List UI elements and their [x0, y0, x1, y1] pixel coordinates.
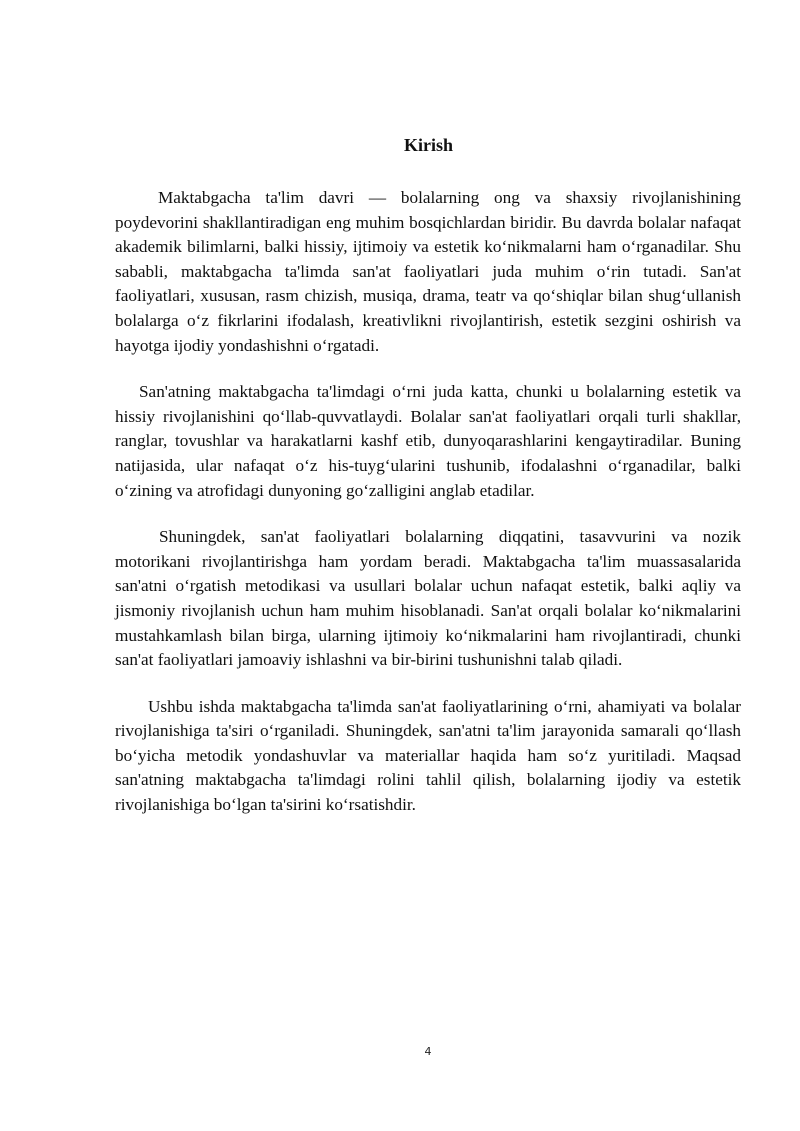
paragraph-1: Maktabgacha ta'lim davri — bolalarning ong va shaxsiy rivojlanishining poydevorini shakllantiradigan eng muhim bosqichlardan biridir. Bu davrda bolalar nafaqat akademik bilimlarni, balki hissiy, ijtimoiy va estetik ko‘nikmalarni ham o‘rganadilar. Shu sababli, maktabgacha ta'limda san'at faoliyatlari juda muhim o‘rin tutadi. San'at faoliyatlari, xususan, rasm chizish, musiqa, drama, teatr va qo‘shiqlar bilan shug‘ullanish bolalarga o‘z fikrlarini ifodalash, kreativlikni rivojlantirish, estetik sezgini oshirish va hayotga ijodiy yondashishni o‘rgatadi. — [115, 188, 741, 355]
paragraph-4: Ushbu ishda maktabgacha ta'limda san'at faoliyatlarining o‘rni, ahamiyati va bolalar rivojlanishiga ta'siri o‘rganiladi. Shuningdek, san'atni ta'lim jarayonida samarali qo‘llash bo‘yicha metodik yondashuvlar va materiallar haqida ham so‘z yuritiladi. Maqsad san'atning maktabgacha ta'limdagi rolini tahlil qilish, bolalarning ijodiy va estetik rivojlanishiga bo‘lgan ta'sirini ko‘rsatishdir. — [115, 696, 741, 815]
paragraph-2: San'atning maktabgacha ta'limdagi o‘rni juda katta, chunki u bolalarning estetik va hissiy rivojlanishini qo‘llab-quvvatlaydi. Bolalar san'at faoliyatlari orqali turli shakllar, ranglar, tovushlar va harakatlarni kashf etib, dunyoqarashlarini kengaytiradilar. Buning natijasida, ular nafaqat o‘z his-tuyg‘ularini tushunib, ifodalashni o‘rganadilar, balki o‘zining va atrofidagi dunyoning go‘zalligini anglab etadilar. — [115, 382, 741, 500]
page-number: 4 — [424, 1045, 432, 1058]
body-text — [115, 186, 741, 818]
paragraph-3: Shuningdek, san'at faoliyatlari bolalarning diqqatini, tasavvurini va nozik motorikani rivojlantirishga ham yordam beradi. Maktabgacha ta'lim muassasalarida san'atni o‘rgatish metodikasi va usullari bolalar uchun nafaqat estetik, balki aqliy va jismoniy rivojlanish uchun ham muhim hisoblanadi. San'at orqali bolalar ko‘nikmalarini mustahkamlash bilan birga, ularning ijtimoiy ko‘nikmalarini ham rivojlantiradi, chunki san'at faoliyatlari jamoaviy ishlashni va bir-birini tushunishni talab qiladi. — [115, 527, 741, 670]
section-title: Kirish — [403, 135, 453, 155]
